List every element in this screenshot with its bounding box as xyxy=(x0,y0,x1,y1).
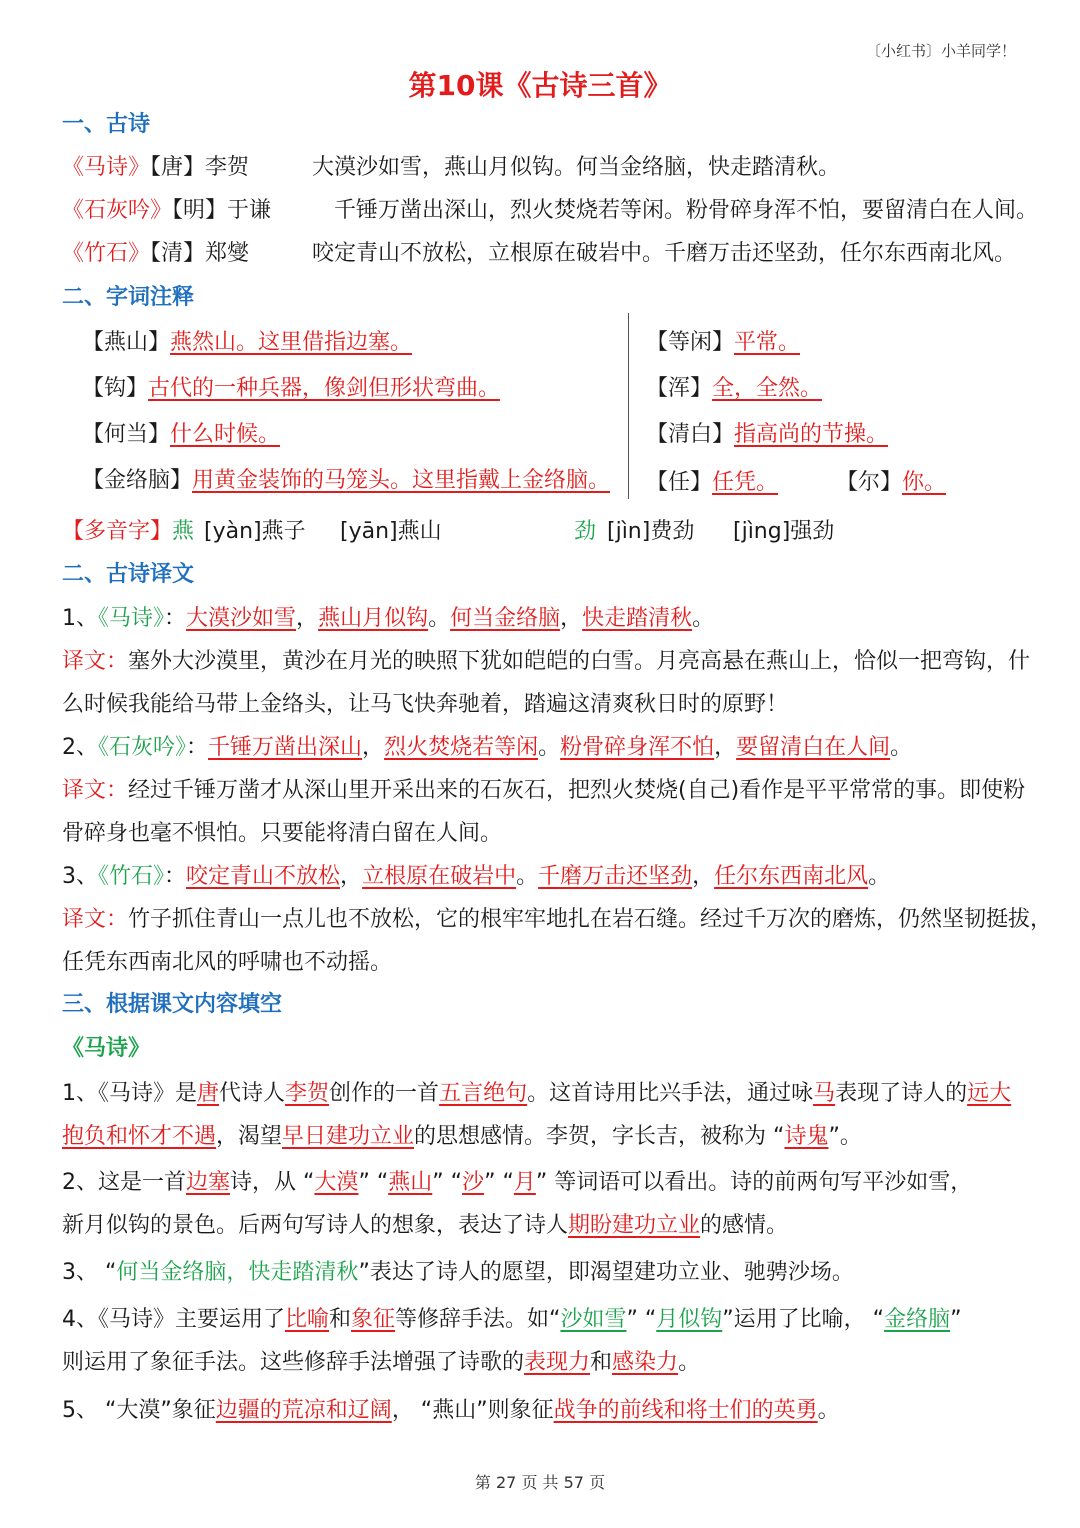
question-3 xyxy=(62,1258,854,1288)
text: 代诗人 xyxy=(219,1081,286,1106)
verse-line: 快走踏清秋 xyxy=(582,606,693,631)
text: 创作的一首 xyxy=(329,1081,440,1106)
text: 。 xyxy=(817,1398,840,1423)
answer: 抱负和怀才不遇 xyxy=(62,1124,217,1149)
glossary-def: 指高尚的节操。 xyxy=(734,422,889,447)
verse-line: 粉骨碎身浑不怕 xyxy=(560,735,715,760)
text: 。 xyxy=(678,1350,701,1375)
text: ” 等词语可以看出。诗的前两句写平沙如雪， xyxy=(535,1170,973,1195)
answer: 远大 xyxy=(967,1081,1012,1106)
pinyin-entry: [yàn]燕子 xyxy=(204,519,306,544)
glossary-item xyxy=(646,468,778,498)
answer: 感染力 xyxy=(612,1350,679,1375)
item-number: 2、 xyxy=(62,735,98,760)
poem-name: 《马诗》 xyxy=(98,606,165,631)
poem-author: 【清】郑燮 xyxy=(150,241,250,266)
polyphonic-char: 燕 xyxy=(172,519,195,544)
translation-verse: 1、《马诗》：大漠沙如雪，燕山月似钩。何当金络脑，快走踏清秋。 xyxy=(62,606,715,631)
section-heading-translation: 二、古诗译文 xyxy=(62,562,195,587)
text: 和 xyxy=(590,1350,613,1375)
quote: 金络脑 xyxy=(884,1307,951,1332)
translation-text: 任凭东西南北风的呼啸也不动摇。 xyxy=(62,950,393,975)
poem-name: 《竹石》 xyxy=(98,864,165,889)
glossary-item xyxy=(82,420,280,450)
section-heading-fill-blanks: 三、根据课文内容填空 xyxy=(62,992,283,1017)
text: 表现了诗人的 xyxy=(835,1081,968,1106)
item-number: 3、 xyxy=(62,864,98,889)
quote: ， xyxy=(226,1260,249,1285)
question-4-cont xyxy=(62,1348,700,1378)
translation-label: 译文： xyxy=(62,649,129,674)
page-footer xyxy=(0,1470,1080,1493)
verse-line: 烈火焚烧若等闲 xyxy=(384,735,539,760)
verse-line: 千锤万凿出深山 xyxy=(208,735,363,760)
answer: 边塞 xyxy=(186,1170,231,1195)
quote: 沙如雪 xyxy=(560,1307,627,1332)
glossary-item xyxy=(646,420,888,450)
glossary-term: 【何当】 xyxy=(82,422,171,447)
poem-row xyxy=(62,239,249,269)
answer: 五言绝句 xyxy=(439,1081,528,1106)
footer-text: 页 共 xyxy=(516,1473,564,1492)
text: ”。 xyxy=(828,1124,862,1149)
poem-text: 大漠沙如雪，燕山月似钩。何当金络脑，快走踏清秋。 xyxy=(312,155,841,180)
pinyin-entry: [yān]燕山 xyxy=(340,519,442,544)
translation-text: 塞外大沙漠里，黄沙在月光的映照下犹如皑皑的白雪。月亮高悬在燕山上，恰似一把弯钩，什 xyxy=(128,649,1031,674)
section-heading-glossary: 二、字词注释 xyxy=(62,285,195,310)
glossary-def: 用黄金装饰的马笼头。这里指戴上金络脑。 xyxy=(192,468,611,493)
verse-line: 咬定青山不放松 xyxy=(186,864,341,889)
glossary-item xyxy=(646,374,822,404)
text: 2、这是一首 xyxy=(62,1170,186,1195)
colon: ： xyxy=(164,606,187,631)
answer: 燕山 xyxy=(388,1170,433,1195)
colon: ： xyxy=(164,864,187,889)
answer: 沙 xyxy=(462,1170,485,1195)
text: 等修辞手法。如“ xyxy=(395,1307,561,1332)
answer: 马 xyxy=(813,1081,836,1106)
text: 诗，从 “ xyxy=(230,1170,315,1195)
glossary-term: 【钩】 xyxy=(82,376,149,401)
text: 新月似钩的景色。后两句写诗人的想象，表达了诗人 xyxy=(62,1213,569,1238)
translation-line xyxy=(62,905,1052,935)
answer: 战争的前线和将士们的英勇 xyxy=(553,1398,818,1423)
glossary-item xyxy=(82,328,412,358)
quote: 月似钩 xyxy=(656,1307,723,1332)
text: ， “燕山”则象征 xyxy=(391,1398,554,1423)
glossary-term: 【浑】 xyxy=(646,376,713,401)
answer: 月 xyxy=(513,1170,536,1195)
glossary-term: 【清白】 xyxy=(646,422,735,447)
glossary-def: 古代的一种兵器，像剑但形状弯曲。 xyxy=(148,376,501,401)
text: ” “ xyxy=(484,1170,514,1195)
verse-line: 立根原在破岩中 xyxy=(362,864,517,889)
glossary-item xyxy=(836,468,946,498)
translation-verse: 3、《竹石》：咬定青山不放松，立根原在破岩中。千磨万击还坚劲，任尔东西南北风。 xyxy=(62,864,891,889)
text: ”运用了比喻， “ xyxy=(722,1307,885,1332)
poem-row xyxy=(62,196,271,226)
pinyin-entry: [jìn]费劲 xyxy=(607,519,695,544)
text: 的感情。 xyxy=(700,1213,789,1238)
translation-text: 么时候我能给马带上金络头，让马飞快奔驰着，踏遍这清爽秋日时的原野！ xyxy=(62,692,789,717)
question-4 xyxy=(62,1305,962,1335)
poem-name: 《石灰吟》 xyxy=(62,198,173,223)
glossary-term: 【金络脑】 xyxy=(82,468,193,493)
verse-line: 大漠沙如雪 xyxy=(186,606,297,631)
column-divider xyxy=(628,313,629,499)
glossary-item xyxy=(82,374,500,404)
answer: 大漠 xyxy=(314,1170,359,1195)
text: 的思想感情。李贺，字长吉，被称为 “ xyxy=(414,1124,785,1149)
glossary-def: 平常。 xyxy=(734,330,801,355)
poem-author: 【唐】李贺 xyxy=(150,155,250,180)
question-2-cont xyxy=(62,1211,788,1241)
text: 4、《马诗》主要运用了 xyxy=(62,1307,285,1332)
verse-line: 要留清白在人间 xyxy=(736,735,891,760)
glossary-term: 【燕山】 xyxy=(82,330,171,355)
translation-label: 译文： xyxy=(62,907,129,932)
answer: 边疆的荒凉和辽阔 xyxy=(215,1398,392,1423)
colon: ： xyxy=(186,735,209,760)
polyphonic-char: 劲 xyxy=(574,519,597,544)
poem-author: 【明】于谦 xyxy=(172,198,272,223)
text: 。这首诗用比兴手法，通过咏 xyxy=(527,1081,814,1106)
pinyin-entry: [jìng]强劲 xyxy=(733,519,835,544)
text: 1、《马诗》是 xyxy=(62,1081,197,1106)
answer: 期盼建功立业 xyxy=(568,1213,701,1238)
text: ” “ xyxy=(432,1170,463,1195)
watermark: 〔小红书〕小羊同学！ xyxy=(865,42,1016,60)
polyphonic-row xyxy=(62,517,194,547)
glossary-def: 燕然山。这里借指边塞。 xyxy=(170,330,413,355)
answer: 比喻 xyxy=(285,1307,330,1332)
poem-name: 《马诗》 xyxy=(62,155,151,180)
text: 5、 “大漠”象征 xyxy=(62,1398,216,1423)
glossary-def: 什么时候。 xyxy=(170,422,281,447)
answer: 李贺 xyxy=(285,1081,330,1106)
translation-verse: 2、《石灰吟》：千锤万凿出深山，烈火焚烧若等闲。粉骨碎身浑不怕，要留清白在人间。 xyxy=(62,735,913,760)
glossary-term: 【等闲】 xyxy=(646,330,735,355)
page-number: 27 xyxy=(496,1473,517,1492)
quote: 何当金络脑 xyxy=(116,1260,227,1285)
footer-text: 页 xyxy=(583,1473,606,1492)
verse-line: 燕山月似钩 xyxy=(318,606,429,631)
answer: 表现力 xyxy=(524,1350,591,1375)
question-5 xyxy=(62,1396,840,1426)
glossary-term: 【任】 xyxy=(646,470,713,495)
text: ，渴望 xyxy=(216,1124,283,1149)
glossary-def: 你。 xyxy=(902,470,947,495)
poem-text: 咬定青山不放松，立根原在破岩中。千磨万击还坚劲，任尔东西南北风。 xyxy=(312,241,1017,266)
page-title: 第10课《古诗三首》 xyxy=(408,69,672,102)
text: ”表达了诗人的愿望，即渴望建功立业、驰骋沙场。 xyxy=(358,1260,854,1285)
poem-text: 千锤万凿出深山，烈火焚烧若等闲。粉骨碎身浑不怕，要留清白在人间。 xyxy=(334,198,1039,223)
question-1 xyxy=(62,1079,1011,1109)
translation-text: 经过千锤万凿才从深山里开采出来的石灰石，把烈火焚烧(自己)看作是平平常常的事。即使粉 xyxy=(128,778,1026,803)
text: ” xyxy=(950,1307,962,1332)
poem-row xyxy=(62,153,249,183)
translation-label: 译文： xyxy=(62,778,129,803)
glossary-term: 【尔】 xyxy=(836,470,903,495)
footer-text: 第 xyxy=(474,1473,496,1492)
verse-line: 千磨万击还坚劲 xyxy=(538,864,693,889)
text: 则运用了象征手法。这些修辞手法增强了诗歌的 xyxy=(62,1350,525,1375)
translation-text: 骨碎身也毫不惧怕。只要能将清白留在人间。 xyxy=(62,821,503,846)
question-2 xyxy=(62,1168,972,1198)
answer: 诗鬼 xyxy=(784,1124,829,1149)
poem-name: 《石灰吟》 xyxy=(98,735,187,760)
verse-line: 任尔东西南北风 xyxy=(714,864,869,889)
translation-line xyxy=(62,776,1025,806)
glossary-item xyxy=(82,466,610,496)
text: 和 xyxy=(329,1307,352,1332)
glossary-item xyxy=(646,328,800,358)
verse-line: 何当金络脑 xyxy=(450,606,561,631)
section-heading-poems: 一、古诗 xyxy=(62,112,151,137)
page-total: 57 xyxy=(563,1473,584,1492)
text: ” “ xyxy=(626,1307,657,1332)
quote: 快走踏清秋 xyxy=(248,1260,359,1285)
polyphonic-label: 【多音字】 xyxy=(62,519,173,544)
text: 3、 “ xyxy=(62,1260,117,1285)
glossary-def: 全，全然。 xyxy=(712,376,823,401)
glossary-def: 任凭。 xyxy=(712,470,779,495)
question-1-cont xyxy=(62,1122,862,1152)
translation-text: 竹子抓住青山一点儿也不放松，它的根牢牢地扎在岩石缝。经过千万次的磨炼，仍然坚韧挺拔， xyxy=(128,907,1053,932)
answer: 唐 xyxy=(197,1081,220,1106)
translation-line xyxy=(62,647,1030,677)
answer: 早日建功立业 xyxy=(282,1124,415,1149)
subheading-poem: 《马诗》 xyxy=(62,1036,151,1061)
answer: 象征 xyxy=(351,1307,396,1332)
text: ” “ xyxy=(358,1170,389,1195)
poem-name: 《竹石》 xyxy=(62,241,151,266)
item-number: 1、 xyxy=(62,606,98,631)
